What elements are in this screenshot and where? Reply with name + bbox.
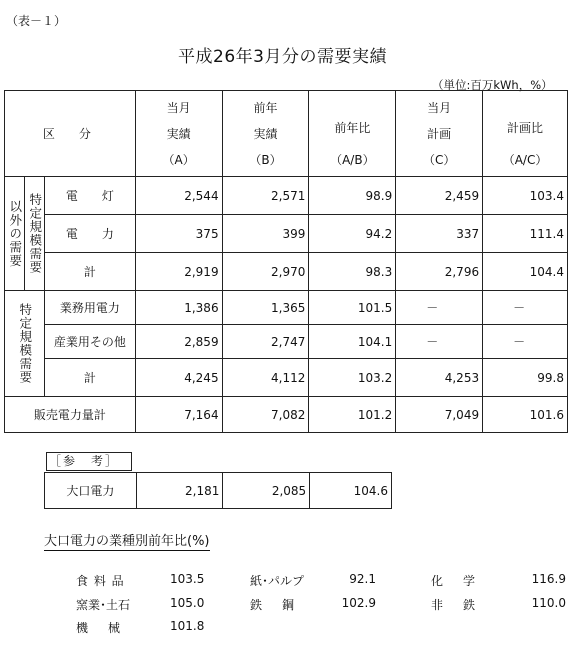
industry-name: 紙･パルプ <box>250 574 305 588</box>
demand-table <box>4 90 568 433</box>
cell-c: 2,796 <box>396 253 483 291</box>
industry-value: 103.5 <box>170 572 205 586</box>
unit-label: （単位:百万kWh，%） <box>432 78 553 92</box>
cell-c: 337 <box>396 215 483 253</box>
table-row <box>5 325 568 359</box>
cell-c: 7,049 <box>396 397 483 433</box>
cell-a: 375 <box>135 215 222 253</box>
cell-ab: 103.2 <box>309 359 396 397</box>
cell-ac: 111.4 <box>483 215 568 253</box>
header-col-ab: 前年比 （A/B） <box>309 91 396 177</box>
cell-ac: － <box>483 291 568 325</box>
header-row <box>5 91 568 177</box>
table-row <box>5 177 568 215</box>
table-row <box>5 253 568 291</box>
reference-label: 大口電力 <box>45 473 137 509</box>
row-label: 産業用その他 <box>44 325 135 359</box>
reference-a: 2,181 <box>136 473 223 509</box>
header-col-b: 前年 実績 （B） <box>222 91 309 177</box>
reference-table <box>44 472 392 509</box>
industry-value: 116.9 <box>531 572 566 586</box>
industry-name: 鉄 鋼 <box>250 598 299 612</box>
cell-ab: 104.1 <box>309 325 396 359</box>
cell-c: 2,459 <box>396 177 483 215</box>
cell-a: 2,919 <box>135 253 222 291</box>
table-row <box>5 215 568 253</box>
cell-b: 2,571 <box>222 177 309 215</box>
industry-value: 105.0 <box>170 596 205 610</box>
cell-b: 7,082 <box>222 397 309 433</box>
industry-value: 101.8 <box>170 619 205 633</box>
cell-b: 2,970 <box>222 253 309 291</box>
industry-value: 110.0 <box>531 596 566 610</box>
row-label: 電 灯 <box>44 177 135 215</box>
group-specific: 特定規模需要 <box>5 291 45 397</box>
cell-b: 4,112 <box>222 359 309 397</box>
industry-name: 化 学 <box>431 574 480 588</box>
cell-a: 4,245 <box>135 359 222 397</box>
industry-name: 非 鉄 <box>431 598 480 612</box>
table-row <box>5 359 568 397</box>
cell-ac: 101.6 <box>483 397 568 433</box>
reference-heading: ［参 考］ <box>46 452 132 471</box>
group-outside-inner: 特定規模需要 <box>24 177 44 291</box>
cell-a: 2,859 <box>135 325 222 359</box>
page-title: 平成26年3月分の需要実績 <box>178 47 387 67</box>
industry-value: 92.1 <box>349 572 376 586</box>
cell-c: － <box>396 325 483 359</box>
cell-ab: 101.2 <box>309 397 396 433</box>
cell-ac: 103.4 <box>483 177 568 215</box>
cell-ab: 98.9 <box>309 177 396 215</box>
cell-c: － <box>396 291 483 325</box>
cell-ab: 101.5 <box>309 291 396 325</box>
industry-name: 機 械 <box>76 621 125 635</box>
cell-ac: － <box>483 325 568 359</box>
cell-c: 4,253 <box>396 359 483 397</box>
cell-b: 1,365 <box>222 291 309 325</box>
cell-a: 7,164 <box>135 397 222 433</box>
industry-name: 食 料 品 <box>76 574 125 588</box>
reference-b: 2,085 <box>223 473 310 509</box>
table-row-total <box>5 397 568 433</box>
row-label: 電 力 <box>44 215 135 253</box>
header-col-ac: 計画比 （A/C） <box>483 91 568 177</box>
cell-b: 399 <box>222 215 309 253</box>
cell-ab: 94.2 <box>309 215 396 253</box>
row-label: 計 <box>44 253 135 291</box>
cell-b: 2,747 <box>222 325 309 359</box>
row-label: 計 <box>44 359 135 397</box>
cell-ac: 99.8 <box>483 359 568 397</box>
table-row <box>5 291 568 325</box>
table-row <box>45 473 392 509</box>
header-col-a: 当月 実績 （A） <box>135 91 222 177</box>
cell-a: 1,386 <box>135 291 222 325</box>
cell-a: 2,544 <box>135 177 222 215</box>
industry-name: 窯業･土石 <box>76 598 131 612</box>
cell-ab: 98.3 <box>309 253 396 291</box>
row-label: 販売電力量計 <box>5 397 136 433</box>
header-kubun: 区 分 <box>5 91 136 177</box>
industry-value: 102.9 <box>341 596 376 610</box>
table-id: （表－１） <box>6 14 67 28</box>
row-label: 業務用電力 <box>44 291 135 325</box>
reference-ab: 104.6 <box>310 473 392 509</box>
industry-heading: 大口電力の業種別前年比(%) <box>44 530 210 551</box>
cell-ac: 104.4 <box>483 253 568 291</box>
group-outside-outer: 以外の需要 <box>5 177 25 291</box>
header-col-c: 当月 計画 （C） <box>396 91 483 177</box>
